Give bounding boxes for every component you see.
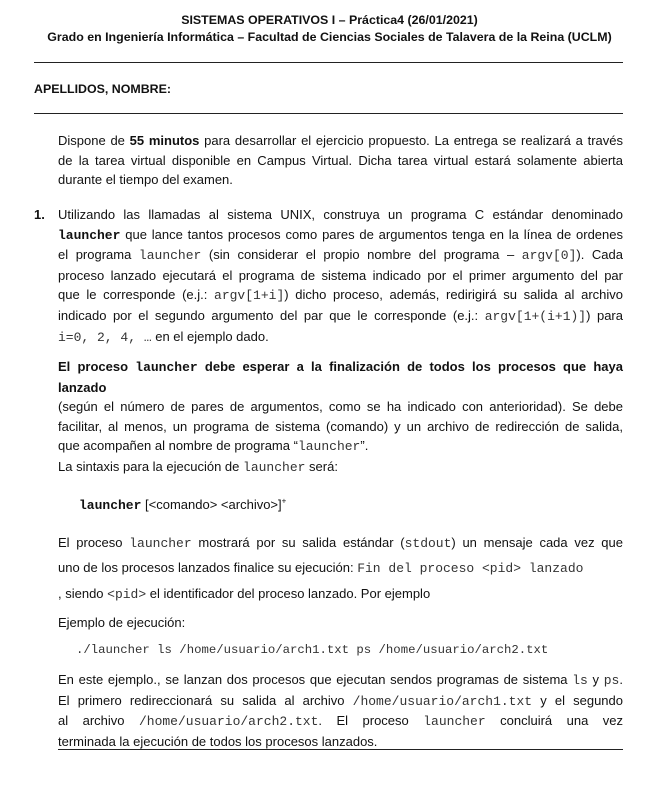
document-subtitle: Grado en Ingeniería Informática – Facultad de Ciencias Sociales de Talavera de la Reina (UCLM)	[47, 30, 612, 44]
example-label: Ejemplo de ejecución:	[58, 615, 186, 630]
output-message-paragraph: El proceso launcher mostrará por su salida estándar (stdout) un mensaje cada vez que uno de los procesos lanzados finalice su ejecución: Fin del proceso <pid> lanzado , siendo <pid> el identificador del proceso lanzado. Por ejemplo	[58, 535, 623, 603]
minutes-highlight: 55 minutos	[129, 133, 200, 148]
exercise-statement: Utilizando las llamadas al sistema UNIX, construya un programa C estándar denominado launcher que lance tantos procesos como pares de argumentos tenga en la línea de ordenes el programa launcher (sin considerar el propio nombre del programa – argv[0]). Cada proceso lanzado ejecutará el programa de sistema indicado por el primer argumento del par que le corresponde (e.j.: argv[1+i]) dicho proceso, además, redirigirá su salida al archivo indicado por el segundo argumento del par que le corresponde (e.j.: argv[1+(i+1)]) para i=0, 2, 4, … en el ejemplo dado.	[58, 207, 623, 345]
name-divider	[34, 113, 623, 114]
example-command: ./launcher ls /home/usuario/arch1.txt ps /home/usuario/arch2.txt	[76, 643, 549, 657]
intro-paragraph: Dispone de 55 minutos para desarrollar el ejercicio propuesto. La entrega se realizará a través de la tarea virtual disponible en Campus Virtual. Dicha tarea virtual estará solamente abierta durante el tiempo del examen.	[58, 133, 623, 188]
bottom-divider	[58, 749, 623, 750]
document-title: SISTEMAS OPERATIVOS I – Práctica4 (26/01/2021)	[181, 13, 478, 27]
name-field-label: APELLIDOS, NOMBRE:	[34, 82, 171, 96]
example-explanation: En este ejemplo., se lanzan dos procesos que ejecutan sendos programas de sistema ls y ps. El primero redireccionará su salida al archivo /home/usuario/arch1.txt y el segundo al archivo /home/usuario/arch2.txt. El proceso launcher concluirá una vez terminada la ejecución de todos los procesos lanzados.	[58, 672, 624, 749]
syntax-usage: launcher [<comando> <archivo>]+	[79, 496, 287, 513]
header-divider	[34, 62, 623, 63]
exercise-number: 1.	[34, 207, 45, 222]
syntax-arguments: [<comando> <archivo>]	[145, 497, 282, 512]
syntax-label: La sintaxis para la ejecución de launcher será:	[58, 459, 338, 475]
syntax-command: launcher	[79, 498, 142, 513]
wait-requirement-paragraph: El proceso launcher debe esperar a la finalización de todos los procesos que haya lanzado (según el número de pares de argumentos, como se ha indicado con anterioridad). Se debe facilitar, al menos, un programa de sistema (comando) y un archivo de redirección de salida, que acompañen al nombre de programa “launcher”.	[58, 359, 623, 455]
completion-message: Fin del proceso <pid> lanzado	[357, 560, 584, 576]
